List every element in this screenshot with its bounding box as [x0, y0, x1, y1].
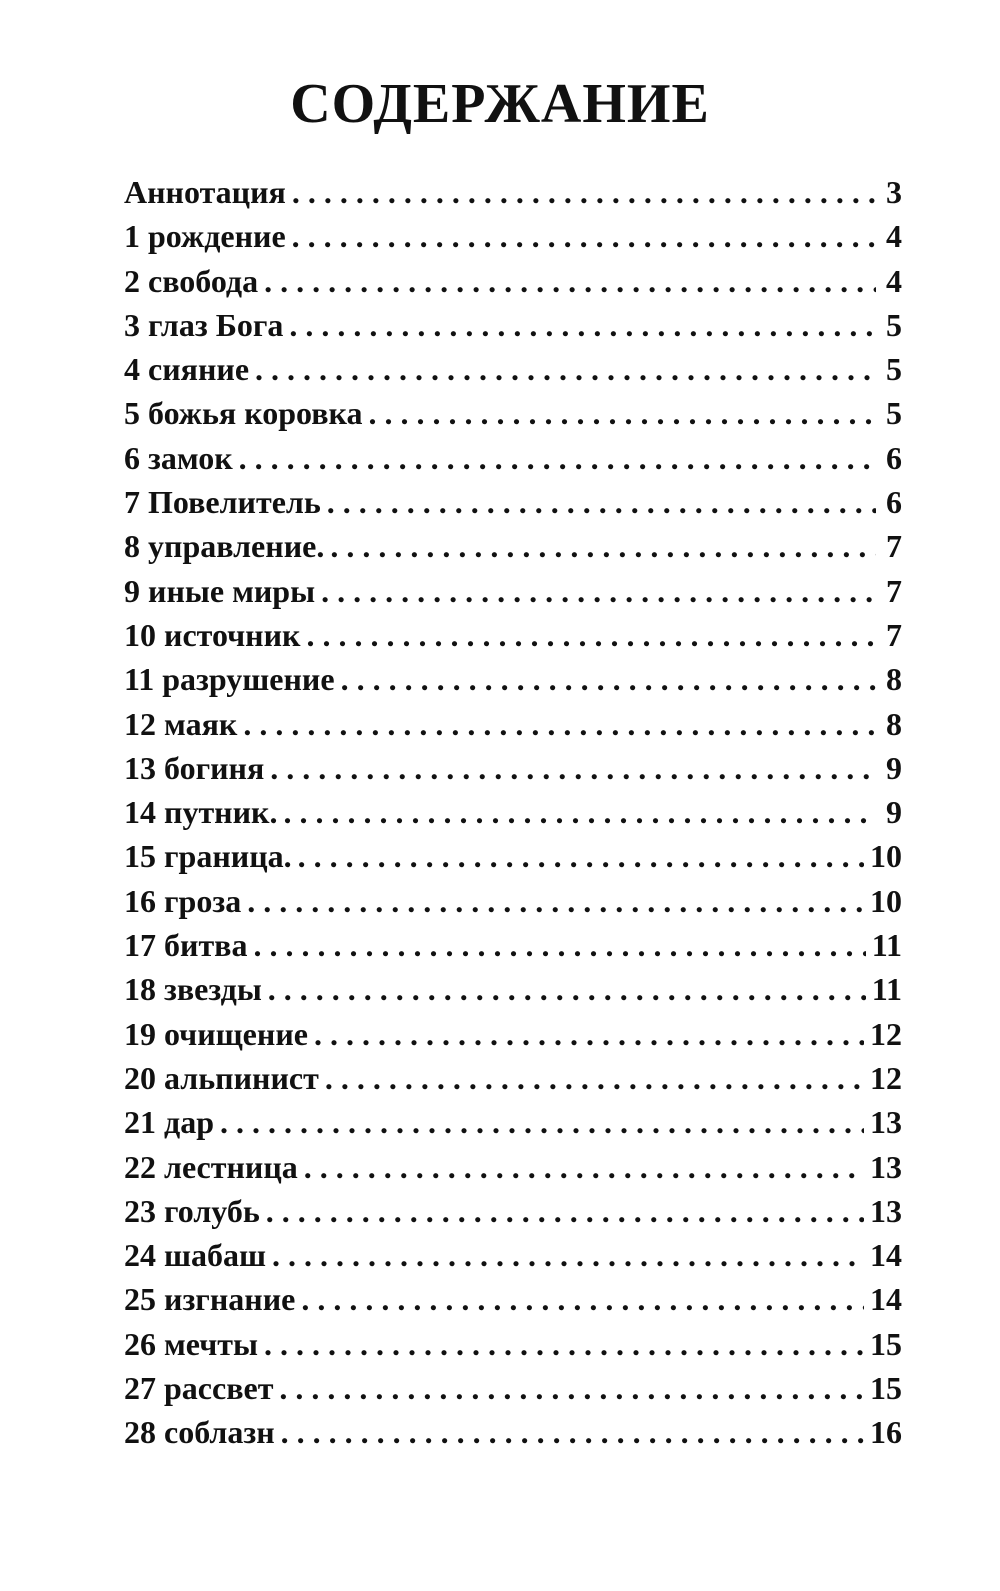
dot-leader — [325, 1056, 864, 1100]
toc-entry-title: 20 альпинист — [124, 1059, 319, 1096]
dot-leader — [243, 702, 876, 746]
toc-entry — [124, 303, 902, 347]
toc-entry — [124, 746, 902, 790]
dot-leader — [321, 569, 876, 613]
toc-entry — [124, 790, 902, 834]
toc-page-number: 14 — [870, 1281, 902, 1318]
toc-entry — [124, 834, 902, 878]
dot-leader — [368, 391, 876, 435]
toc-entry — [124, 923, 902, 967]
toc-entry — [124, 1366, 902, 1410]
dot-leader — [304, 1145, 864, 1189]
toc-entry — [124, 1012, 902, 1056]
toc-entry — [124, 214, 902, 258]
dot-leader — [264, 1322, 864, 1366]
toc-entry — [124, 391, 902, 435]
toc-entry — [124, 967, 902, 1011]
toc-entry — [124, 1056, 902, 1100]
dot-leader — [314, 1012, 864, 1056]
toc-entry — [124, 1189, 902, 1233]
toc-entry — [124, 1322, 902, 1366]
toc-page-number: 16 — [870, 1414, 902, 1451]
toc-page-number: 4 — [886, 262, 902, 299]
toc-entry-title: 16 гроза — [124, 882, 242, 919]
dot-leader — [264, 259, 876, 303]
toc-entry-title: 11 разрушение — [124, 661, 335, 698]
toc-entry — [124, 524, 902, 568]
toc-page-number: 15 — [870, 1325, 902, 1362]
toc-page-number: 7 — [886, 572, 902, 609]
toc-entry — [124, 1145, 902, 1189]
dot-leader — [327, 480, 876, 524]
toc-page-number: 13 — [870, 1104, 902, 1141]
toc-page-number: 7 — [886, 616, 902, 653]
page-title: СОДЕРЖАНИЕ — [290, 73, 710, 135]
toc-page-number: 4 — [886, 218, 902, 255]
toc-page-number: 6 — [886, 439, 902, 476]
toc-entry — [124, 702, 902, 746]
dot-leader — [253, 923, 865, 967]
toc-page-number: 11 — [871, 971, 902, 1008]
dot-leader — [281, 1410, 864, 1454]
toc-page-number: 13 — [870, 1192, 902, 1229]
toc-page-number: 6 — [886, 484, 902, 521]
toc-page-number: 9 — [886, 749, 902, 786]
toc-entry-title: 24 шабаш — [124, 1237, 267, 1274]
toc-entry-title: 22 лестница — [124, 1148, 298, 1185]
dot-leader — [220, 1100, 864, 1144]
toc-entry — [124, 613, 902, 657]
toc-entry-title: 1 рождение — [124, 218, 286, 255]
dot-leader — [279, 1366, 864, 1410]
dot-leader — [255, 347, 876, 391]
dot-leader — [283, 790, 876, 834]
dot-leader — [330, 524, 876, 568]
toc-entry-title: 28 соблазн — [124, 1414, 275, 1451]
toc-entry — [124, 170, 902, 214]
toc-entry-title: 23 голубь — [124, 1192, 260, 1229]
toc-page-number: 10 — [870, 838, 902, 875]
toc-entry — [124, 1410, 902, 1454]
toc-entry-title: 2 свобода — [124, 262, 259, 299]
toc-page-number: 12 — [870, 1059, 902, 1096]
dot-leader — [270, 746, 876, 790]
toc-page-number: 5 — [886, 351, 902, 388]
toc-page-number: 11 — [871, 927, 902, 964]
dot-leader — [266, 1189, 864, 1233]
toc-entry — [124, 436, 902, 480]
toc-entry-title: 12 маяк — [124, 705, 238, 742]
dot-leader — [268, 967, 866, 1011]
toc-page-number: 5 — [886, 306, 902, 343]
dot-leader — [247, 879, 864, 923]
toc-page-number: 14 — [870, 1237, 902, 1274]
toc-page-number: 12 — [870, 1015, 902, 1052]
toc-entry-title: 14 путник. — [124, 794, 278, 831]
toc-entry-title: 6 замок — [124, 439, 233, 476]
toc-page-number: 5 — [886, 395, 902, 432]
toc-entry — [124, 259, 902, 303]
toc-entry-title: 8 управление. — [124, 528, 325, 565]
toc-entry-title: 26 мечты — [124, 1325, 258, 1362]
dot-leader — [292, 214, 876, 258]
dot-leader — [239, 436, 876, 480]
toc-entry-title: 17 битва — [124, 927, 248, 964]
toc-entry — [124, 480, 902, 524]
toc-entry — [124, 657, 902, 701]
toc-entry-title: 3 глаз Бога — [124, 306, 284, 343]
toc-entry-title: 7 Повелитель — [124, 484, 321, 521]
toc-page-number: 9 — [886, 794, 902, 831]
toc-entry-title: 27 рассвет — [124, 1370, 274, 1407]
dot-leader — [272, 1233, 864, 1277]
toc-entry-title: 4 сияние — [124, 351, 250, 388]
toc-page-number: 15 — [870, 1370, 902, 1407]
toc-entry-title: 21 дар — [124, 1104, 214, 1141]
toc-page-number: 13 — [870, 1148, 902, 1185]
toc-entry-title: 9 иные миры — [124, 572, 316, 609]
dot-leader — [292, 170, 876, 214]
toc-entry — [124, 1277, 902, 1321]
toc-entry — [124, 569, 902, 613]
toc-entry — [124, 1100, 902, 1144]
dot-leader — [301, 1277, 864, 1321]
toc-entry — [124, 347, 902, 391]
table-of-contents — [124, 170, 902, 1455]
toc-entry-title: 25 изгнание — [124, 1281, 296, 1318]
toc-entry-title: 5 божья коровка — [124, 395, 363, 432]
toc-entry-title: 15 граница. — [124, 838, 292, 875]
toc-entry-title: 10 источник — [124, 616, 301, 653]
dot-leader — [289, 303, 876, 347]
toc-page-number: 7 — [886, 528, 902, 565]
toc-entry-title: Аннотация — [124, 174, 286, 210]
toc-page-number: 10 — [870, 882, 902, 919]
toc-entry-title: 19 очищение — [124, 1015, 308, 1052]
dot-leader — [341, 657, 876, 701]
toc-page-number: 8 — [886, 705, 902, 742]
toc-page-number: 3 — [886, 174, 902, 210]
toc-entry-title: 18 звезды — [124, 971, 262, 1008]
toc-page-number: 8 — [886, 661, 902, 698]
dot-leader — [306, 613, 876, 657]
dot-leader — [298, 834, 864, 878]
toc-entry-title: 13 богиня — [124, 749, 265, 786]
toc-entry — [124, 1233, 902, 1277]
toc-entry — [124, 879, 902, 923]
